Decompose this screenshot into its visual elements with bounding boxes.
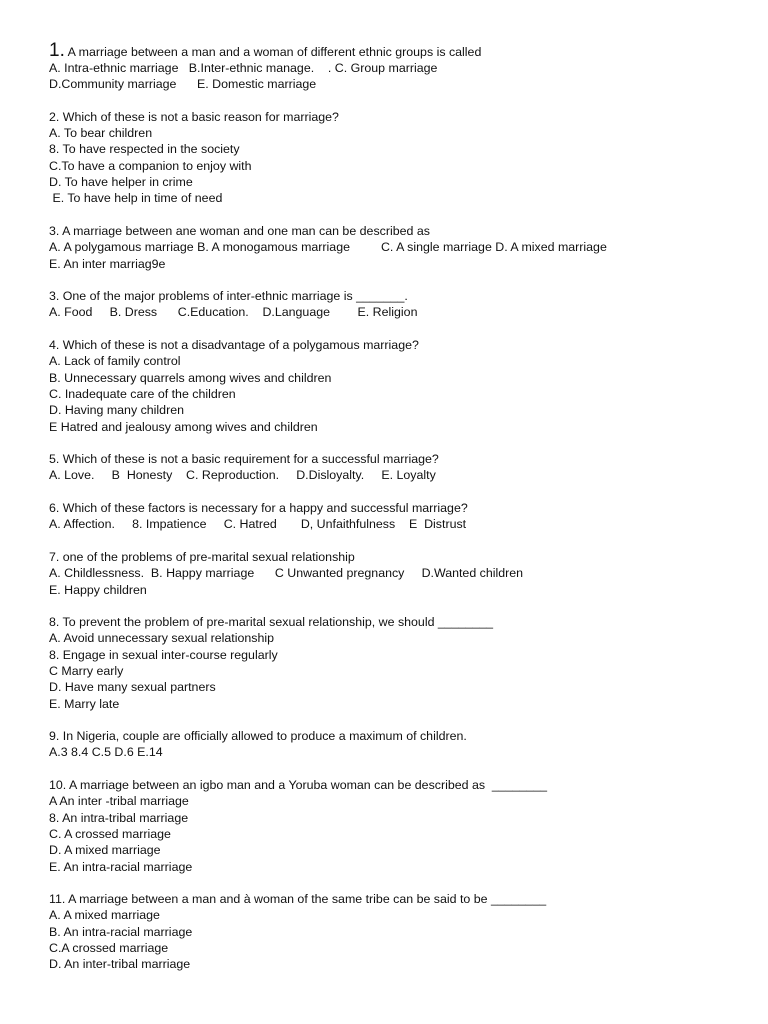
question-number: 1. (49, 40, 65, 61)
answer-option-line: A. Affection. 8. Impatience C. Hatred D, Unfaithfulness E Distrust (49, 517, 467, 532)
question-block (49, 549, 749, 598)
answer-option-line: A. Love. B Honesty C. Reproduction. D.Disloyalty. E. Loyalty (49, 468, 436, 483)
question-text-content: A marriage between a man and a woman of different ethnic groups is called (64, 45, 482, 59)
answer-option-line: E. An intra-racial marriage (49, 859, 193, 874)
document-page (49, 41, 749, 989)
answer-option-line: E. To have help in time of need (49, 191, 223, 206)
question-text: 11. A marriage between a man and à woman of the same tribe can be said to be ________ (49, 892, 547, 907)
question-block (49, 614, 749, 712)
answer-option-line: A An inter -tribal marriage (49, 794, 189, 809)
answer-option-line: D. An inter-tribal marriage (49, 957, 191, 972)
question-text: 2. Which of these is not a basic reason for marriage? (49, 109, 339, 124)
answer-option-line: B. Unnecessary quarrels among wives and children (49, 370, 332, 385)
answer-option-line: E. Happy children (49, 582, 147, 597)
question-block (49, 41, 749, 93)
question-block (49, 337, 749, 435)
question-text: 9. In Nigeria, couple are officially allowed to produce a maximum of children. (49, 729, 467, 744)
answer-option-line: B. An intra-racial marriage (49, 924, 193, 939)
question-text: 6. Which of these factors is necessary for a happy and successful marriage? (49, 501, 468, 516)
answer-option-line: A. Intra-ethnic marriage B.Inter-ethnic manage. . C. Group marriage (49, 61, 438, 75)
answer-option-line: D. Have many sexual partners (49, 680, 216, 695)
question-block (49, 109, 749, 207)
question-block (49, 288, 749, 321)
answer-option-line: E. An inter marriag9e (49, 256, 166, 271)
question-block (49, 500, 749, 533)
answer-option-line: D. A mixed marriage (49, 843, 161, 858)
answer-option-line: 8. Engage in sexual inter-course regularly (49, 647, 278, 662)
question-text: 3. A marriage between ane woman and one man can be described as (49, 223, 430, 238)
question-text: 8. To prevent the problem of pre-marital sexual relationship, we should ________ (49, 615, 494, 630)
answer-option-line: D. Having many children (49, 403, 184, 418)
question-block (49, 777, 749, 875)
answer-option-line: D.Community marriage E. Domestic marriage (49, 77, 317, 92)
question-block (49, 891, 749, 972)
question-block (49, 451, 749, 484)
question-block (49, 728, 749, 761)
answer-option-line: A. To bear children (49, 126, 153, 141)
answer-option-line: A. Food B. Dress C.Education. D.Language E. Religion (49, 305, 418, 320)
question-block (49, 223, 749, 272)
answer-option-line: A. Lack of family control (49, 354, 181, 369)
answer-option-line: E. Marry late (49, 696, 120, 711)
answer-option-line: 8. To have respected in the society (49, 142, 240, 157)
question-text: 10. A marriage between an igbo man and a Yoruba woman can be described as ________ (49, 778, 548, 793)
answer-option-line: A. Childlessness. B. Happy marriage C Unwanted pregnancy D.Wanted children (49, 566, 524, 581)
answer-option-line: A. Avoid unnecessary sexual relationship (49, 631, 275, 646)
question-text (49, 41, 749, 60)
answer-option-line: C. Inadequate care of the children (49, 386, 236, 401)
answer-option-line: E Hatred and jealousy among wives and children (49, 419, 318, 434)
question-text: 5. Which of these is not a basic requirement for a successful marriage? (49, 452, 439, 467)
answer-option-line: C Marry early (49, 663, 124, 678)
answer-option-line: A. A polygamous marriage B. A monogamous marriage C. A single marriage D. A mixed marriage (49, 240, 607, 255)
question-text: 3. One of the major problems of inter-ethnic marriage is _______. (49, 289, 408, 304)
answer-option-line: C.A crossed marriage (49, 941, 169, 956)
answer-option-line: A. A mixed marriage (49, 908, 160, 923)
answer-option-line: C.To have a companion to enjoy with (49, 158, 252, 173)
answer-option-line: C. A crossed marriage (49, 826, 171, 841)
question-text: 4. Which of these is not a disadvantage of a polygamous marriage? (49, 338, 419, 353)
answer-option-line: D. To have helper in crime (49, 175, 193, 190)
answer-option-line: A.3 8.4 C.5 D.6 E.14 (49, 745, 163, 760)
answer-option-line: 8. An intra-tribal marriage (49, 810, 189, 825)
question-text: 7. one of the problems of pre-marital sexual relationship (49, 549, 355, 564)
